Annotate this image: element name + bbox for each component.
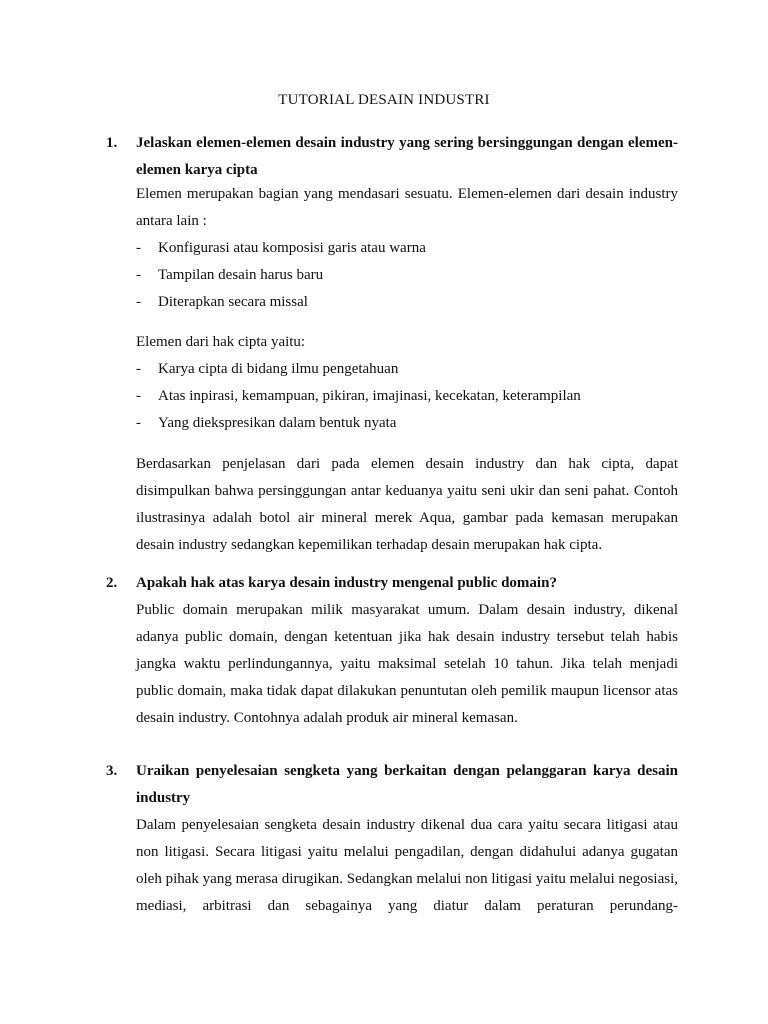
question-1-heading: Jelaskan elemen-elemen desain industry yang sering bersinggungan dengan elemen-elemen karya cipta <box>136 135 678 178</box>
list-item-text: Yang diekspresikan dalam bentuk nyata <box>158 415 397 431</box>
question-3-answer: Dalam penyelesaian sengketa desain industry dikenal dua cara yaitu secara litigasi atau non litigasi. Secara litigasi yaitu melalui pengadilan, dengan didahului adanya gugatan oleh pihak yang merasa dirugikan. Sedangkan melalui non litigasi yaitu melalui negosiasi, mediasi, arbitrasi dan sebagainya yang diatur dalam peraturan perundang- <box>136 817 678 914</box>
list-item-text: Atas inpirasi, kemampuan, pikiran, imajinasi, kecekatan, keterampilan <box>158 388 581 404</box>
question-2-answer: Public domain merupakan milik masyarakat umum. Dalam desain industry, dikenal adanya public domain, dengan ketentuan jika hak desain industry tersebut telah habis jangka waktu perlindungannya, yaitu maksimal setelah 10 tahun. Jika telah menjadi public domain, maka tidak dapat dilakukan penuntutan oleh pemilik maupun licensor atas desain industry. Contohnya adalah produk air mineral kemasan. <box>136 602 678 726</box>
copyright-elements-intro: Elemen dari hak cipta yaitu: <box>136 334 306 350</box>
list-item-text: Karya cipta di bidang ilmu pengetahuan <box>158 361 399 377</box>
list-dash: - <box>136 294 141 310</box>
question-1-number: 1. <box>106 135 118 151</box>
list-item-text: Diterapkan secara missal <box>158 294 308 310</box>
document-title: TUTORIAL DESAIN INDUSTRI <box>278 92 490 108</box>
list-item-text: Tampilan desain harus baru <box>158 267 324 283</box>
list-item-text: Konfigurasi atau komposisi garis atau warna <box>158 240 426 256</box>
list-dash: - <box>136 415 141 431</box>
question-2-number: 2. <box>106 575 118 591</box>
list-dash: - <box>136 267 141 283</box>
list-dash: - <box>136 240 141 256</box>
question-3-heading: Uraikan penyelesaian sengketa yang berkaitan dengan pelanggaran karya desain industry <box>136 763 678 806</box>
question-1-intro: Elemen merupakan bagian yang mendasari sesuatu. Elemen-elemen dari desain industry antara lain : <box>136 186 678 229</box>
question-3-number: 3. <box>106 763 118 779</box>
question-2-heading: Apakah hak atas karya desain industry mengenal public domain? <box>136 575 557 591</box>
list-dash: - <box>136 388 141 404</box>
list-dash: - <box>136 361 141 377</box>
question-1-conclusion: Berdasarkan penjelasan dari pada elemen desain industry dan hak cipta, dapat disimpulkan bahwa persinggungan antar keduanya yaitu seni ukir dan seni pahat. Contoh ilustrasinya adalah botol air mineral merek Aqua, gambar pada kemasan merupakan desain industry sedangkan kepemilikan terhadap desain merupakan hak cipta. <box>136 456 678 553</box>
